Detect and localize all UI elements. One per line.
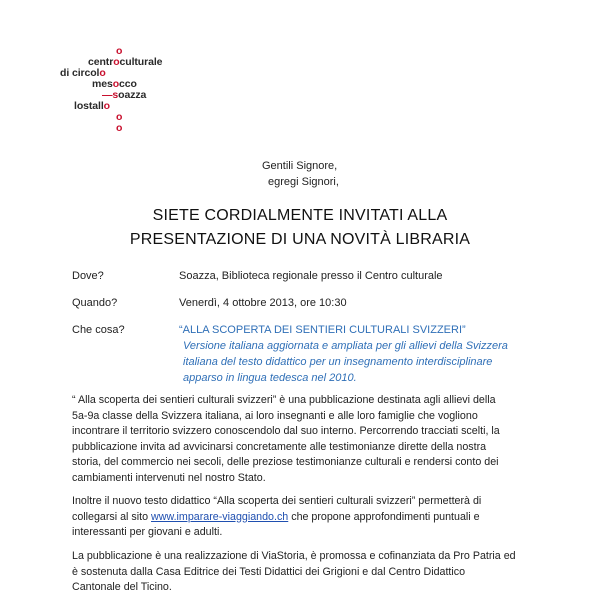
logo-line: di circolo bbox=[60, 67, 106, 79]
paragraph-line: pubblicazione invita ad avvicinarsi concretamente alle testimonianze dirette della nostra bbox=[72, 440, 487, 453]
logo bbox=[60, 46, 200, 146]
link-suffix: che propone approfondimenti puntuali e bbox=[288, 510, 480, 523]
paragraph-credits bbox=[72, 549, 534, 596]
logo-line: o bbox=[116, 111, 123, 123]
greeting-line-2: egregi Signori, bbox=[268, 176, 339, 188]
logo-line: o bbox=[116, 122, 123, 134]
cosa-value bbox=[179, 322, 508, 386]
paragraph-line bbox=[72, 510, 534, 526]
quando-value: Venerdì, 4 ottobre 2013, ore 10:30 bbox=[179, 297, 347, 309]
paragraph-line: incontrare il territorio svizzero conoscendolo dal suo interno. Percorrendo tracciati scelti, la bbox=[72, 425, 500, 437]
logo-line: o bbox=[116, 45, 123, 57]
paragraph-line: interessanti per giovani e adulti. bbox=[72, 526, 223, 538]
logo-line: mesocco bbox=[92, 78, 137, 90]
paragraph-line: Inoltre il nuovo testo didattico “Alla scoperta dei sentieri culturali svizzeri” permetterà di bbox=[72, 495, 482, 507]
book-title: “ALLA SCOPERTA DEI SENTIERI CULTURALI SVIZZERI” bbox=[179, 324, 466, 336]
paragraph-line: è sostenuta dalla Casa Editrice dei Testi Didattici dei Grigioni e dal Centro Didattico bbox=[72, 565, 466, 578]
logo-line: lostallo bbox=[74, 100, 110, 112]
dove-value: Soazza, Biblioteca regionale presso il Centro culturale bbox=[179, 270, 443, 282]
title-line-2: PRESENTAZIONE DI UNA NOVITÀ LIBRARIA bbox=[129, 231, 471, 248]
greeting-line-1: Gentili Signore, bbox=[262, 160, 338, 172]
dove-label: Dove? bbox=[72, 270, 104, 282]
logo-line: centroculturale bbox=[88, 56, 163, 68]
website-link[interactable]: www.imparare-viaggiando.ch bbox=[151, 510, 289, 523]
greeting bbox=[262, 158, 339, 190]
cosa-label: Che cosa? bbox=[72, 324, 125, 336]
book-desc-line: Versione italiana aggiornata e ampliata per gli allievi della Svizzera bbox=[183, 340, 508, 352]
paragraph-website bbox=[72, 494, 534, 541]
paragraph-line: La pubblicazione è una realizzazione di ViaStoria, è promossa e cofinanziata da Pro Patria ed bbox=[72, 550, 516, 562]
paragraph-line: cambiamenti intervenuti nel nostro Stato. bbox=[72, 471, 266, 484]
book-desc-line: italiana del testo didattico per un insegnamento interdisciplinare bbox=[183, 356, 493, 368]
quando-label: Quando? bbox=[72, 297, 118, 309]
book-desc-line: apparso in lingua tedesca nel 2010. bbox=[183, 372, 357, 384]
logo-line: —soazza bbox=[102, 89, 147, 101]
paragraph-line: 5a-9a classe della Svizzera italiana, ai loro insegnanti e alle loro famiglie che vogliono bbox=[72, 409, 478, 422]
paragraph-description bbox=[72, 393, 534, 486]
paragraph-line: Cantonale del Ticino. bbox=[72, 581, 172, 593]
paragraph-line: “ Alla scoperta dei sentieri culturali svizzeri” è una pubblicazione destinata agli allievi della bbox=[72, 394, 496, 406]
title-line-1: SIETE CORDIALMENTE INVITATI ALLA bbox=[152, 207, 448, 224]
paragraph-line: storia, del commercio nei secoli, delle preziose testimonianze culturali e rendersi conto dei bbox=[72, 456, 499, 468]
invitation-title bbox=[0, 204, 600, 252]
link-prefix: collegarsi al sito bbox=[72, 510, 152, 523]
